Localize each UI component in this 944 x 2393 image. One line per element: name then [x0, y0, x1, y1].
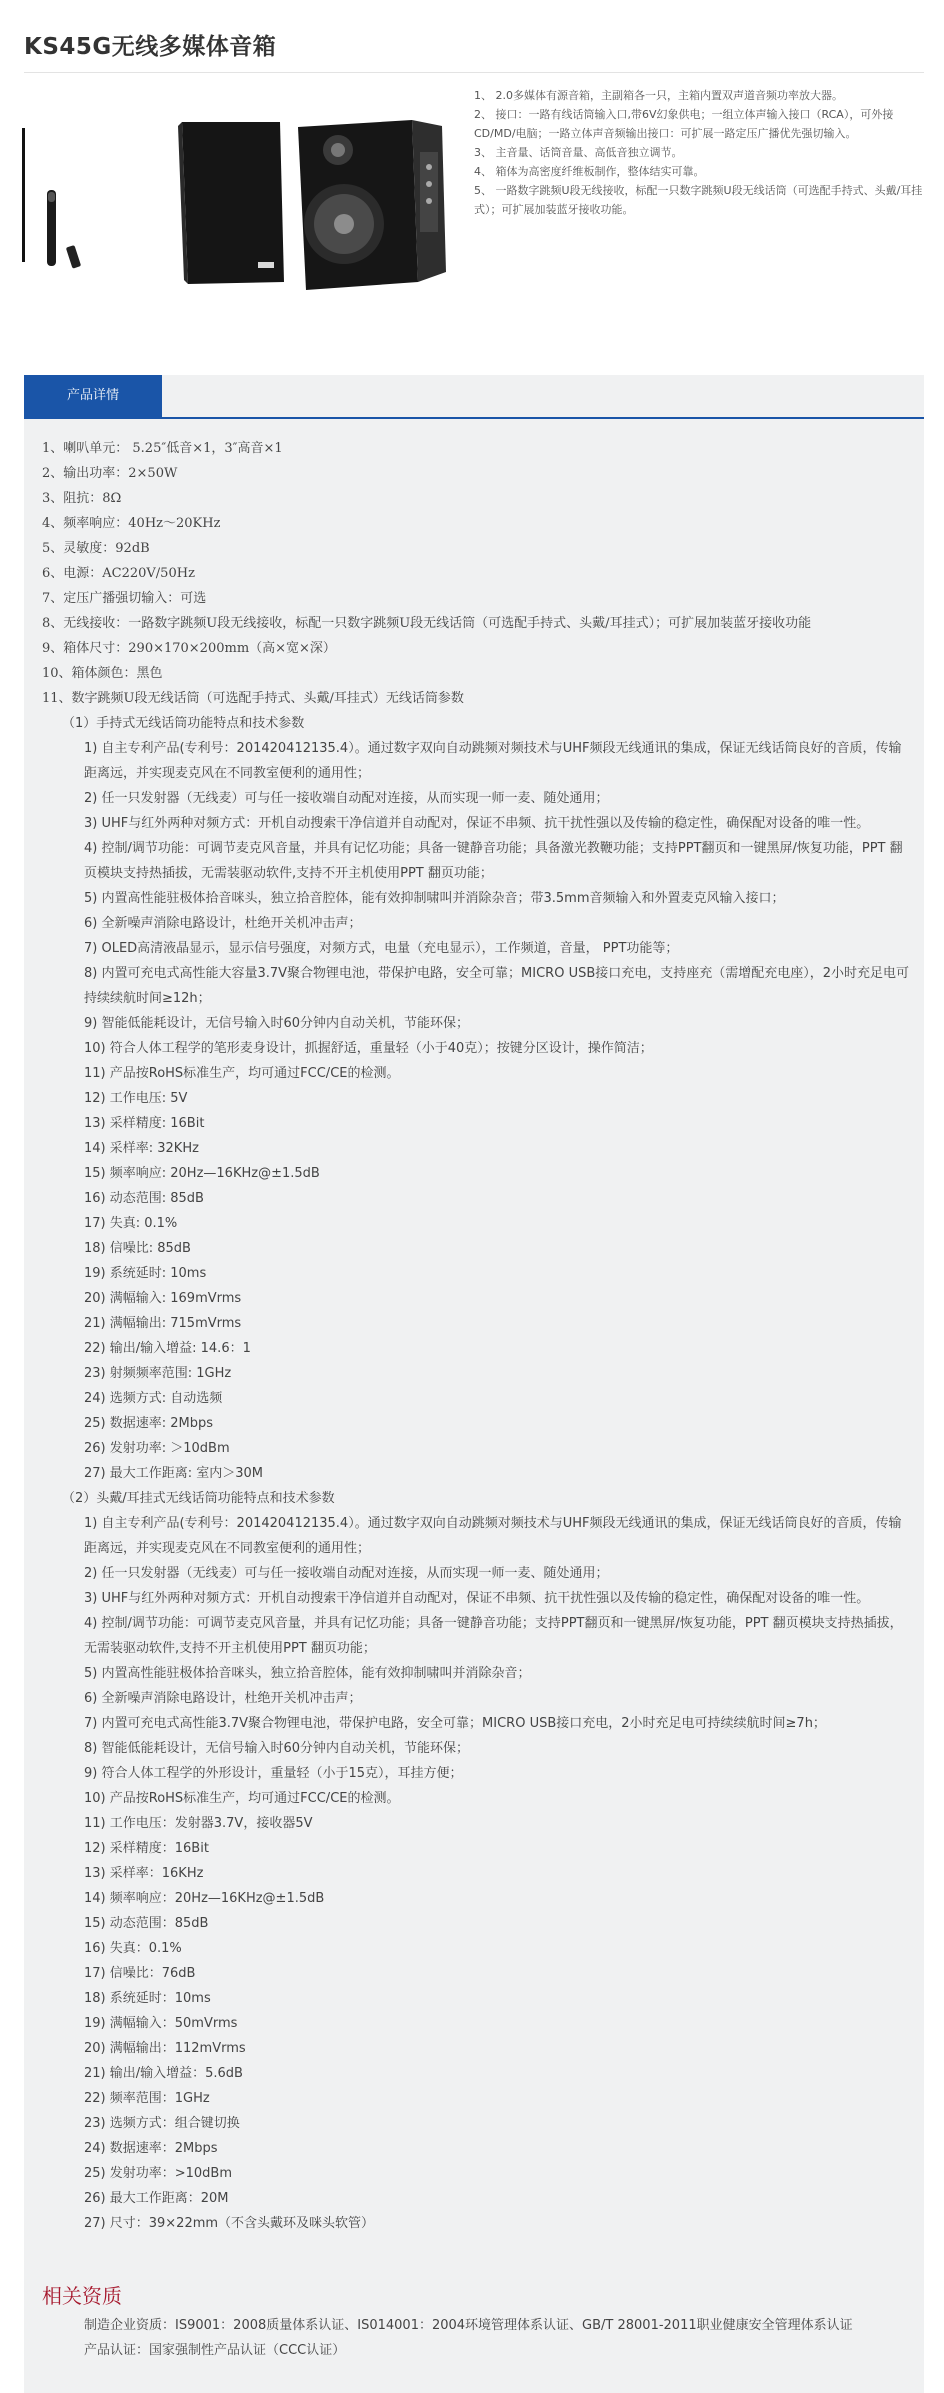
detail-tab-bar: [24, 375, 924, 419]
headset-item: 19) 满幅输入：50mVrms: [84, 2016, 238, 2031]
handheld-item: 22) 输出/输入增益: 14.6：1: [84, 1341, 251, 1356]
headset-item: 18) 系统延时：10ms: [84, 1991, 211, 2006]
handheld-item: 10) 符合人体工程学的笔形麦身设计，抓握舒适，重量轻（小于40克）；按键分区设计，操作简洁；: [84, 1041, 653, 1056]
certification-line: 产品认证：国家强制性产品认证（CCC认证）: [84, 2343, 346, 2358]
handheld-item: 23) 射频频率范围: 1GHz: [84, 1366, 232, 1381]
headset-item: 24) 数据速率：2Mbps: [84, 2141, 218, 2156]
speaker-front-image: [178, 122, 284, 284]
headset-item: 4) 控制/调节功能：可调节麦克风音量，并具有记忆功能；具备一键静音功能；支持PPT翻页和一键黑屏/恢复功能，PPT 翻页模块支持热插拔，无需装驱动软件,支持不开主机使用PPT 翻页功能；: [84, 1616, 903, 1656]
headset-item: 11) 工作电压：发射器3.7V，接收器5V: [84, 1816, 313, 1831]
handheld-item: 9) 智能低能耗设计，无信号输入时60分钟内自动关机，节能环保；: [84, 1016, 470, 1031]
handheld-item: 5) 内置高性能驻极体拾音咪头，独立拾音腔体，能有效抑制啸叫并消除杂音；带3.5mm音频输入和外置麦克风输入接口；: [84, 891, 785, 906]
headset-item: 20) 满幅输出：112mVrms: [84, 2041, 246, 2056]
product-image: [22, 112, 462, 312]
headset-item: 26) 最大工作距离：20M: [84, 2191, 229, 2206]
spec-list: [42, 436, 914, 2236]
headset-item: 1) 自主专利产品(专利号：201420412135.4）。通过数字双向自动跳频对频技术与UHF频段无线通讯的集成，保证无线话筒良好的音质，传输距离远，并实现麦克风在不同教室便利的通用性；: [84, 1516, 902, 1556]
handheld-heading: （1）手持式无线话筒功能特点和技术参数: [62, 716, 305, 731]
handheld-item: 1) 自主专利产品(专利号：201420412135.4）。通过数字双向自动跳频对频技术与UHF频段无线通讯的集成，保证无线话筒良好的音质，传输距离远，并实现麦克风在不同教室便利的通用性；: [84, 741, 902, 781]
spec-row: 5、灵敏度：92dB: [42, 541, 150, 556]
spec-row: 1、喇叭单元： 5.25″低音×1，3″高音×1: [42, 441, 283, 456]
certification-line: 制造企业资质：IS9001：2008质量体系认证、IS014001：2004环境管理体系认证、GB/T 28001-2011职业健康安全管理体系认证: [84, 2318, 853, 2333]
spec-row: 10、箱体颜色：黑色: [42, 666, 163, 681]
handheld-item: 16) 动态范围: 85dB: [84, 1191, 204, 1206]
handheld-item: 7) OLED高清液晶显示，显示信号强度，对频方式，电量（充电显示），工作频道，音量， PPT功能等；: [84, 941, 679, 956]
handheld-item: 4) 控制/调节功能：可调节麦克风音量，并具有记忆功能；具备一键静音功能；具备激光教鞭功能；支持PPT翻页和一键黑屏/恢复功能，PPT 翻页模块支持热插拔，无需装驱动软件,支持不开主机使用PPT 翻页功能；: [84, 841, 903, 881]
spec-row: 4、频率响应：40Hz～20KHz: [42, 516, 221, 531]
summary-line: 5、 一路数字跳频U段无线接收，标配一只数字跳频U段无线话筒（可选配手持式、头戴/耳挂式）；可扩展加装蓝牙接收功能。: [474, 184, 923, 216]
handheld-item: 15) 频率响应: 20Hz—16KHz@±1.5dB: [84, 1166, 320, 1181]
handheld-item: 3) UHF与红外两种对频方式：开机自动搜索干净信道并自动配对，保证不串频、抗干扰性强以及传输的稳定性，确保配对设备的唯一性。: [84, 816, 870, 831]
headset-item: 13) 采样率：16KHz: [84, 1866, 204, 1881]
headset-item: 25) 发射功率：>10dBm: [84, 2166, 233, 2181]
headset-item: 12) 采样精度：16Bit: [84, 1841, 209, 1856]
certifications-title: 相关资质: [42, 2284, 122, 2308]
handheld-item: 25) 数据速率: 2Mbps: [84, 1416, 214, 1431]
headset-heading: （2）头戴/耳挂式无线话筒功能特点和技术参数: [62, 1491, 335, 1506]
handheld-item: 11) 产品按RoHS标准生产，均可通过FCC/CE的检测。: [84, 1066, 400, 1081]
handheld-item: 20) 满幅输入: 169mVrms: [84, 1291, 242, 1306]
headset-item: 9) 符合人体工程学的外形设计，重量轻（小于15克），耳挂方便；: [84, 1766, 463, 1781]
headset-item: 3) UHF与红外两种对频方式：开机自动搜索干净信道并自动配对，保证不串频、抗干扰性强以及传输的稳定性，确保配对设备的唯一性。: [84, 1591, 870, 1606]
headset-item: 15) 动态范围：85dB: [84, 1916, 209, 1931]
headset-item: 2) 任一只发射器（无线麦）可与任一接收端自动配对连接，从而实现一师一麦、随处通用；: [84, 1566, 609, 1581]
handheld-item: 13) 采样精度: 16Bit: [84, 1116, 205, 1131]
headset-item: 22) 频率范围：1GHz: [84, 2091, 210, 2106]
handheld-item: 17) 失真: 0.1%: [84, 1216, 178, 1231]
handheld-item: 27) 最大工作距离: 室内＞30M: [84, 1466, 264, 1481]
handheld-item: 18) 信噪比: 85dB: [84, 1241, 191, 1256]
speaker-open-image: [298, 120, 446, 290]
summary-line: 1、 2.0多媒体有源音箱，主副箱各一只，主箱内置双声道音频功率放大器。: [474, 89, 843, 102]
product-summary: [474, 86, 924, 219]
product-title: KS45G无线多媒体音箱: [24, 34, 277, 60]
headset-item: 16) 失真：0.1%: [84, 1941, 182, 1956]
handheld-item: 2) 任一只发射器（无线麦）可与任一接收端自动配对连接，从而实现一师一麦、随处通用；: [84, 791, 609, 806]
handheld-item: 6) 全新噪声消除电路设计，杜绝开关机冲击声；: [84, 916, 362, 931]
handheld-item: 12) 工作电压: 5V: [84, 1091, 188, 1106]
product-gallery: [22, 112, 462, 312]
handheld-item: 19) 系统延时: 10ms: [84, 1266, 207, 1281]
spec-row: 6、电源：AC220V/50Hz: [42, 566, 195, 581]
handheld-item: 26) 发射功率: ＞10dBm: [84, 1441, 230, 1456]
headset-item: 23) 选频方式：组合键切换: [84, 2116, 240, 2131]
tab-product-details[interactable]: 产品详情: [24, 375, 162, 417]
spec-row: 8、无线接收：一路数字跳频U段无线接收，标配一只数字跳频U段无线话筒（可选配手持式、头戴/耳挂式）；可扩展加装蓝牙接收功能: [42, 616, 812, 631]
spec-row: 3、阻抗：8Ω: [42, 491, 122, 506]
spec-row: 9、箱体尺寸：290×170×200mm（高×宽×深）: [42, 641, 336, 656]
headset-item: 14) 频率响应：20Hz—16KHz@±1.5dB: [84, 1891, 325, 1906]
headset-item: 10) 产品按RoHS标准生产，均可通过FCC/CE的检测。: [84, 1791, 400, 1806]
handheld-item: 14) 采样率: 32KHz: [84, 1141, 199, 1156]
spec-row: 2、输出功率：2×50W: [42, 466, 178, 481]
summary-line: 2、 接口：一路有线话筒输入口,带6V幻象供电；一组立体声输入接口（RCA），可外接CD/MD/电脑；一路立体声音频输出接口：可扩展一路定压广播优先强切输入。: [474, 108, 894, 140]
headset-item: 17) 信噪比：76dB: [84, 1966, 196, 1981]
summary-line: 3、 主音量、话筒音量、高低音独立调节。: [474, 146, 683, 159]
handheld-item: 21) 满幅输出: 715mVrms: [84, 1316, 242, 1331]
headset-item: 5) 内置高性能驻极体拾音咪头，独立拾音腔体，能有效抑制啸叫并消除杂音；: [84, 1666, 531, 1681]
headset-item: 8) 智能低能耗设计，无信号输入时60分钟内自动关机，节能环保；: [84, 1741, 470, 1756]
spec-row: 7、定压广播强切输入：可选: [42, 591, 207, 606]
headset-item: 21) 输出/输入增益：5.6dB: [84, 2066, 243, 2081]
handheld-item: 8) 内置可充电式高性能大容量3.7V聚合物锂电池，带保护电路，安全可靠；MICRO USB接口充电，支持座充（需增配充电座），2小时充足电可持续续航时间≥12h；: [84, 966, 910, 1006]
summary-line: 4、 箱体为高密度纤维板制作，整体结实可靠。: [474, 165, 705, 178]
handheld-item: 24) 选频方式: 自动选频: [84, 1391, 223, 1406]
product-details-panel: [24, 375, 924, 2393]
headset-item: 27) 尺寸：39×22mm（不含头戴环及咪头软管）: [84, 2216, 375, 2231]
headset-item: 7) 内置可充电式高性能3.7V聚合物锂电池，带保护电路，安全可靠；MICRO USB接口充电，2小时充足电可持续续航时间≥7h；: [84, 1716, 826, 1731]
certifications-list: [84, 2313, 924, 2363]
usb-receiver-icon: [66, 245, 81, 269]
gallery-thumb-edge: [22, 128, 25, 262]
title-divider: [24, 72, 924, 73]
spec-row: 11、数字跳频U段无线话筒（可选配手持式、头戴/耳挂式）无线话筒参数: [42, 691, 464, 706]
headset-item: 6) 全新噪声消除电路设计，杜绝开关机冲击声；: [84, 1691, 362, 1706]
